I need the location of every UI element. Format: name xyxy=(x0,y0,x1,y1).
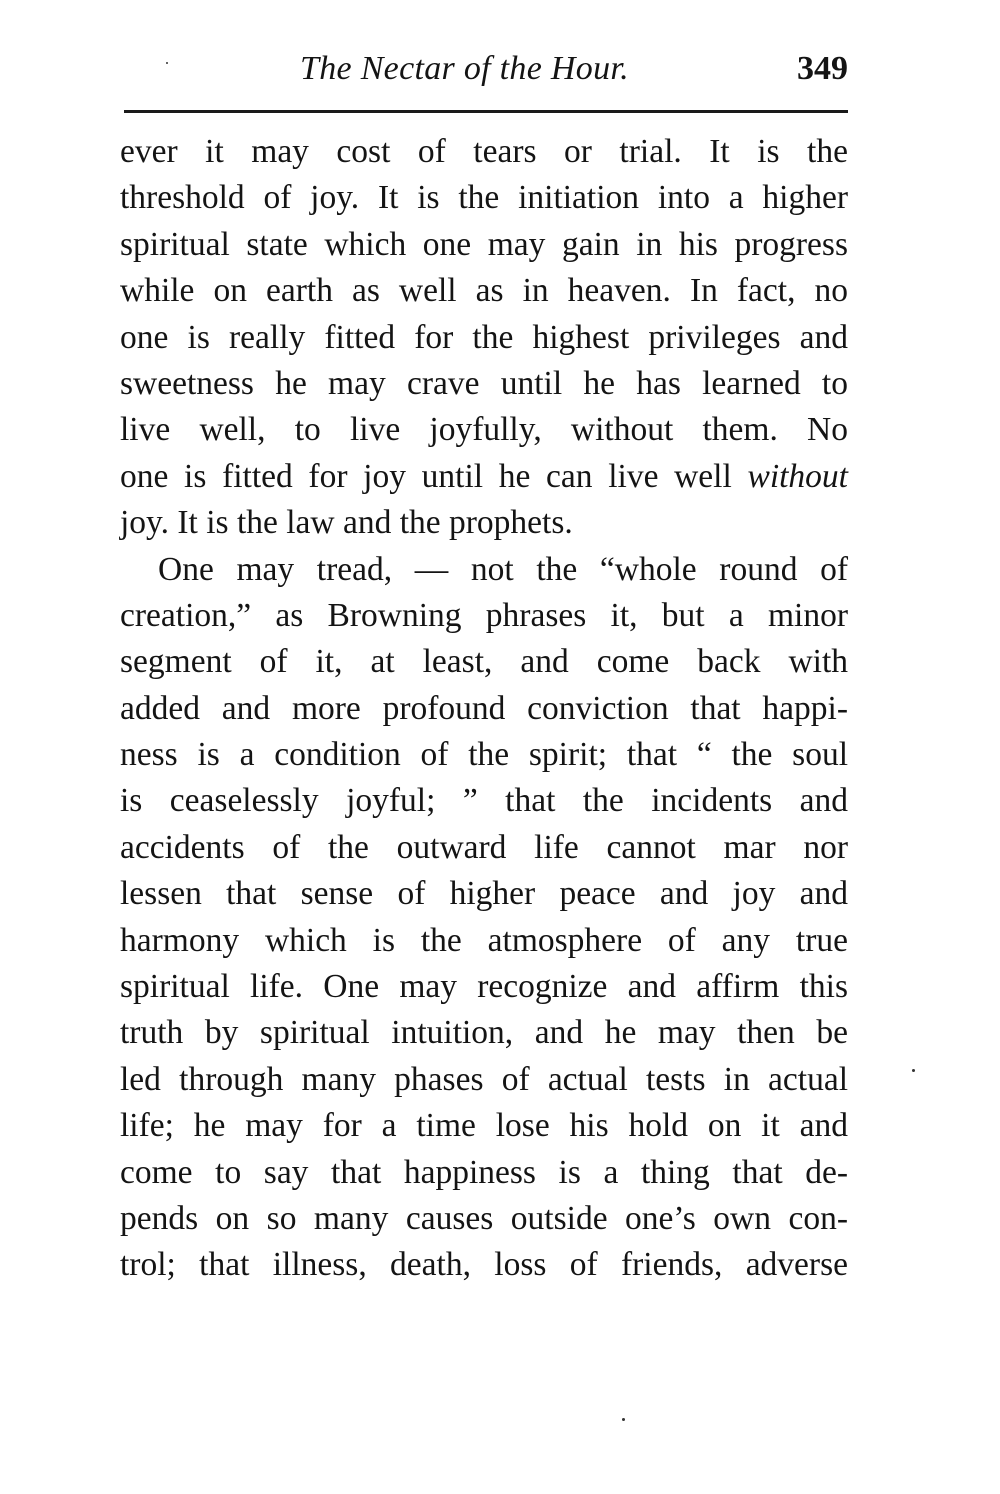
italic-emphasis: without xyxy=(747,457,848,495)
body-text xyxy=(120,129,848,1289)
text-line: harmony which is the atmosphere of any true xyxy=(120,921,848,959)
text-line: segment of it, at least, and come back with xyxy=(120,643,848,681)
text-line: threshold of joy. It is the initiation into a higher xyxy=(120,179,848,217)
scan-speck xyxy=(166,62,168,64)
running-title: The Nectar of the Hour. xyxy=(300,50,629,87)
text-line: truth by spiritual intuition, and he may then be xyxy=(120,1014,848,1052)
text-line: sweetness he may crave until he has learned to xyxy=(120,364,848,402)
text-line-start: one is fitted for joy until he can live well xyxy=(120,457,748,495)
text-line: spiritual life. One may recognize and affirm this xyxy=(120,968,848,1006)
text-line: trol; that illness, death, loss of friends, adverse xyxy=(120,1246,848,1284)
page-header xyxy=(122,44,848,94)
text-line: life; he may for a time lose his hold on it and xyxy=(120,1107,848,1145)
text-line: one is really fitted for the highest privileges and xyxy=(120,318,848,356)
text-line: creation,” as Browning phrases it, but a minor xyxy=(120,596,848,634)
text-line: added and more profound conviction that happi- xyxy=(120,689,848,727)
text-line: come to say that happiness is a thing that de- xyxy=(120,1153,848,1191)
text-line: spiritual state which one may gain in his progress xyxy=(120,225,848,263)
header-rule xyxy=(124,110,848,113)
text-line: accidents of the outward life cannot mar nor xyxy=(120,828,848,866)
text-line: ever it may cost of tears or trial. It is the xyxy=(120,133,848,170)
text-line: ness is a condition of the spirit; that “ the soul xyxy=(120,736,848,774)
text-line: led through many phases of actual tests in actual xyxy=(120,1060,848,1098)
text-line xyxy=(120,454,848,500)
scan-speck xyxy=(622,1418,625,1421)
text-line: while on earth as well as in heaven. In fact, no xyxy=(120,272,848,310)
text-line: is ceaselessly joyful; ” that the incidents and xyxy=(120,782,848,820)
scan-speck xyxy=(912,1069,915,1072)
text-line: One may tread, — not the “whole round of xyxy=(158,550,848,588)
text-line: joy. It is the law and the prophets. xyxy=(120,504,573,542)
text-line: live well, to live joyfully, without them. No xyxy=(120,411,848,449)
text-line: pends on so many causes outside one’s own con- xyxy=(120,1199,848,1237)
text-line: lessen that sense of higher peace and joy and xyxy=(120,875,848,913)
page-number: 349 xyxy=(797,50,848,87)
